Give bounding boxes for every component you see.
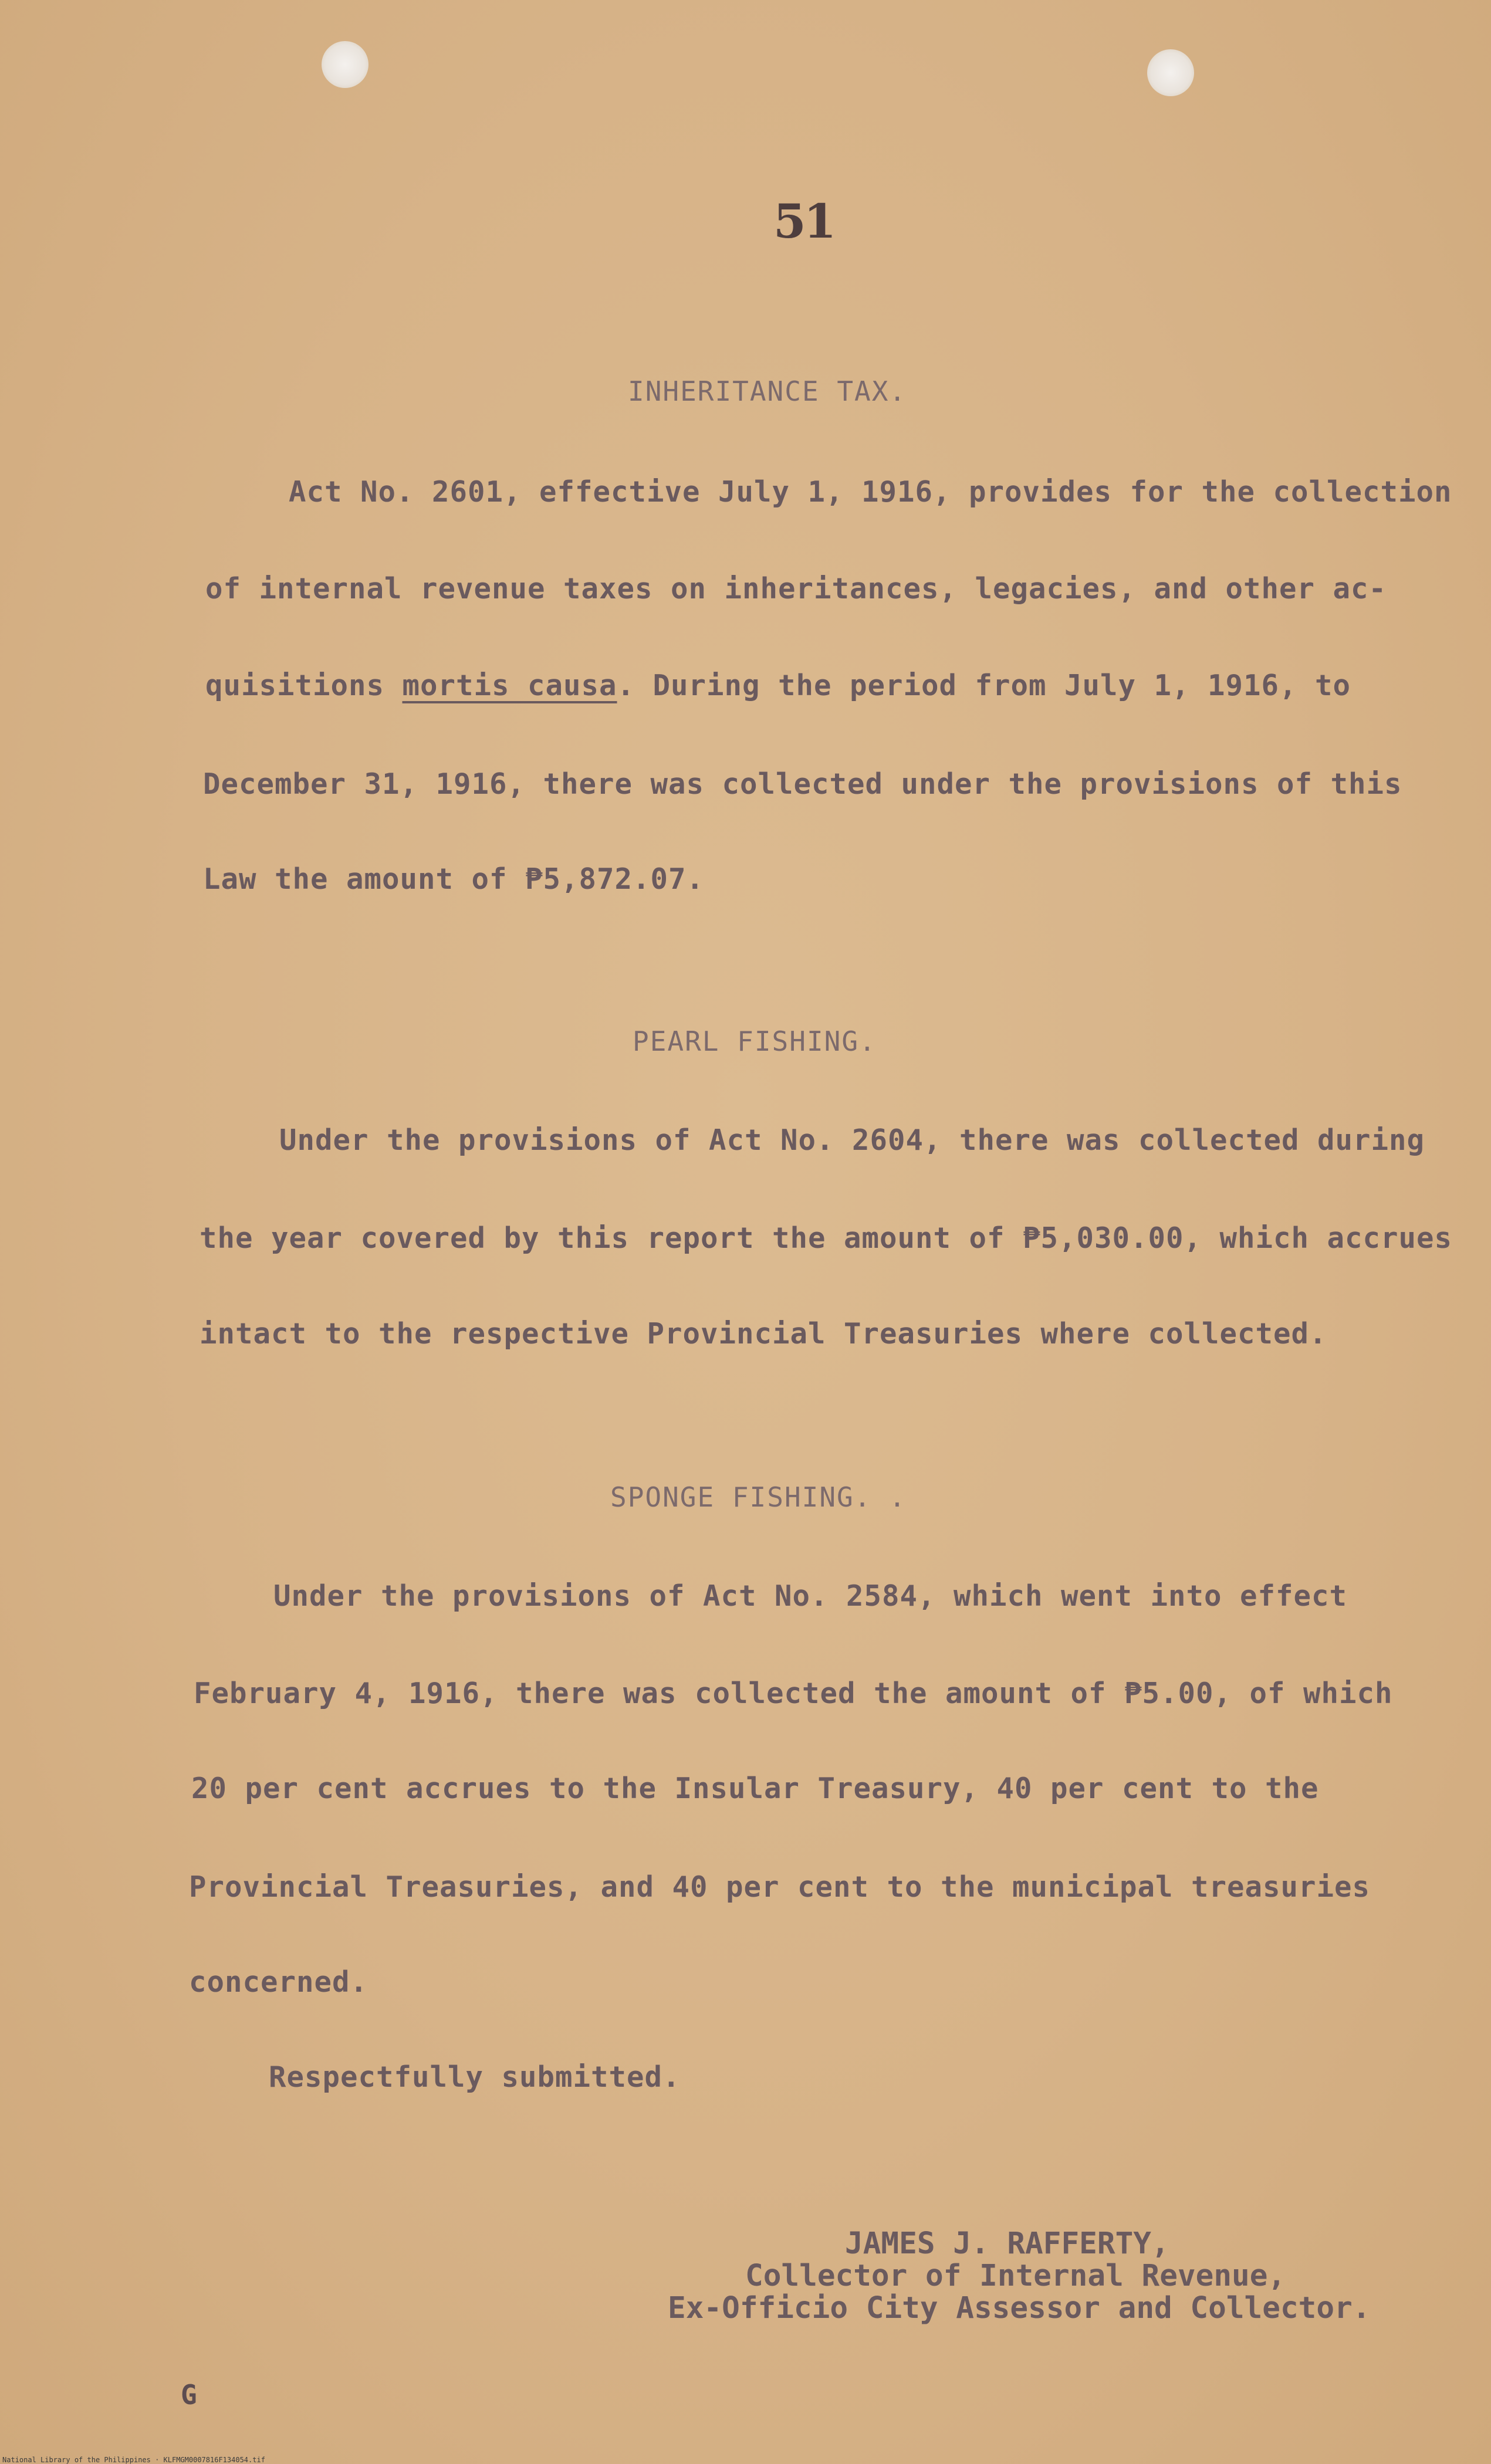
heading-inheritance-tax: INHERITANCE TAX.	[628, 375, 907, 407]
page-number: 51	[773, 194, 834, 249]
paragraph-line: December 31, 1916, there was collected under the provisions of this	[203, 767, 1402, 801]
punch-hole-left	[322, 41, 368, 88]
paragraph-line: Act No. 2601, effective July 1, 1916, provides for the collection	[289, 475, 1452, 509]
paragraph-line: Law the amount of ₱5,872.07.	[203, 862, 705, 896]
corner-mark: G	[181, 2379, 197, 2411]
paragraph-line	[205, 669, 1351, 702]
paragraph-line: the year covered by this report the amount of ₱5,030.00, which accrues	[200, 1221, 1453, 1255]
paragraph-line: Provincial Treasuries, and 40 per cent to the municipal treasuries	[189, 1870, 1371, 1904]
signature-name: JAMES J. RAFFERTY,	[845, 2226, 1169, 2261]
paragraph-line: February 4, 1916, there was collected the amount of ₱5.00, of which	[194, 1677, 1393, 1710]
paragraph-line: concerned.	[189, 1965, 368, 1999]
paragraph-line: of internal revenue taxes on inheritances, legacies, and other ac-	[205, 572, 1387, 605]
heading-sponge-fishing: SPONGE FISHING. .	[610, 1481, 907, 1513]
paragraph-line: 20 per cent accrues to the Insular Treasury, 40 per cent to the	[191, 1772, 1319, 1805]
text-segment: quisitions	[205, 669, 403, 702]
signature-title-1: Collector of Internal Revenue,	[745, 2259, 1286, 2293]
text-segment: . During the period from July 1, 1916, to	[617, 669, 1351, 702]
paragraph-line: intact to the respective Provincial Treasuries where collected.	[200, 1317, 1327, 1351]
closing-line: Respectfully submitted.	[269, 2060, 681, 2094]
signature-title-2: Ex-Officio City Assessor and Collector.	[668, 2291, 1371, 2326]
punch-hole-right	[1147, 49, 1194, 96]
archive-footer: National Library of the Philippines · KLFMGM0007816F134054.tif	[2, 2456, 265, 2464]
paragraph-line: Under the provisions of Act No. 2604, there was collected during	[279, 1123, 1425, 1157]
paragraph-line: Under the provisions of Act No. 2584, which went into effect	[273, 1579, 1348, 1613]
underlined-term: mortis causa	[402, 669, 617, 702]
heading-pearl-fishing: PEARL FISHING.	[633, 1025, 877, 1057]
